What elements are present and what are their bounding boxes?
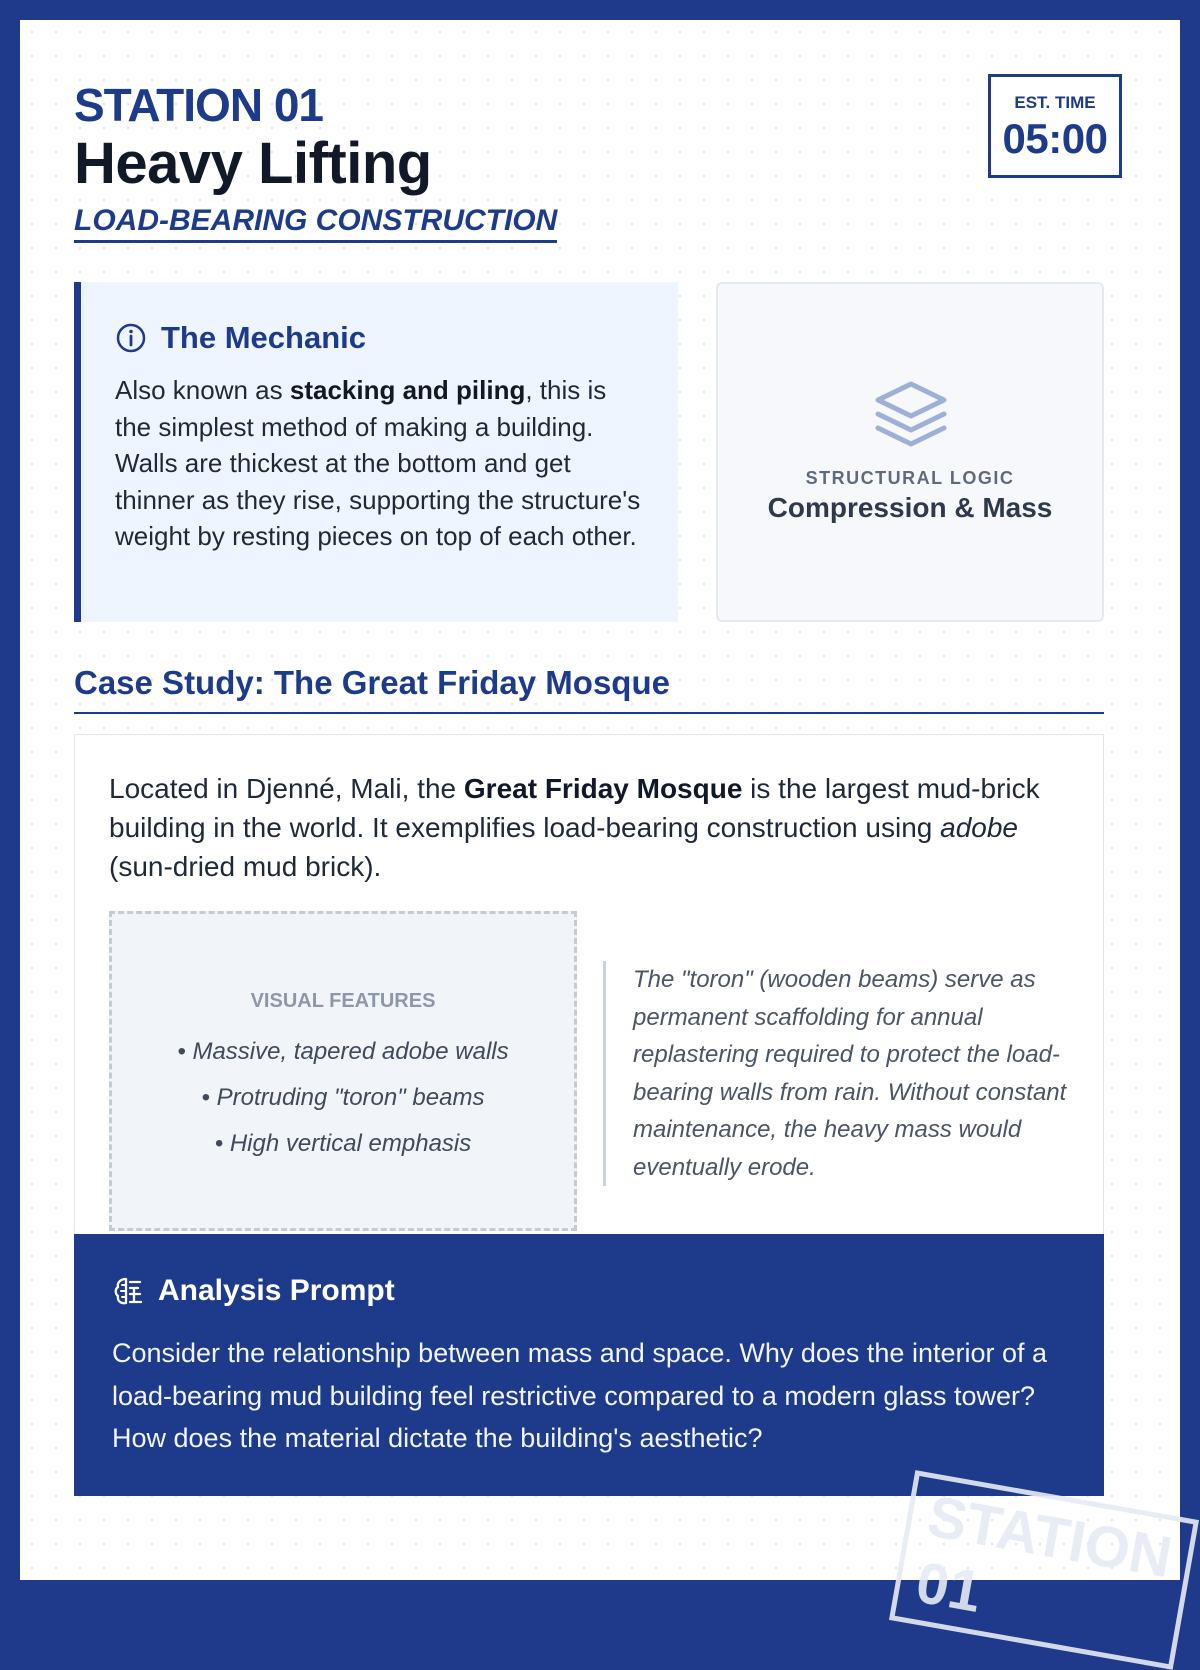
page-subtitle: LOAD-BEARING CONSTRUCTION — [74, 204, 557, 243]
list-item: • Protruding "toron" beams — [201, 1084, 485, 1111]
intro-text-italic: adobe — [940, 812, 1019, 843]
mechanic-heading-row — [115, 320, 366, 356]
mechanic-text-emphasis: stacking and piling — [289, 375, 526, 405]
station-number: STATION 01 — [74, 79, 323, 131]
visual-features-list — [112, 1029, 574, 1167]
structural-logic-value: Compression & Mass — [767, 492, 1053, 523]
analysis-prompt-heading: Analysis Prompt — [158, 1274, 395, 1307]
est-time-label: EST. TIME — [1014, 93, 1096, 112]
mechanic-text-start: Also known as — [115, 375, 290, 405]
mechanic-text-end: , this is the simplest method of making a building. Walls are thickest at the bottom and get thinner as they rise, supporting the structure's weight by resting pieces on top of each other. — [115, 375, 641, 551]
info-circle-icon — [115, 322, 147, 354]
mechanic-panel — [74, 282, 678, 622]
station-card — [20, 20, 1180, 1625]
structural-logic-label: STRUCTURAL LOGIC — [805, 468, 1015, 488]
list-item: • Massive, tapered adobe walls — [177, 1038, 509, 1065]
visual-features-box — [109, 911, 577, 1231]
station-watermark: STATION 01 — [889, 1470, 1199, 1670]
analysis-prompt-heading-row — [112, 1274, 395, 1308]
analysis-prompt-text: Consider the relationship between mass and space. Why does the interior of a load-bearing mud building feel restrictive compared to a modern glass tower? How does the material dictate the building's aesthetic? — [112, 1338, 1048, 1453]
intro-text-emphasis: Great Friday Mosque — [463, 773, 743, 804]
est-time-box — [988, 74, 1122, 178]
toron-note: The "toron" (wooden beams) serve as permanent scaffolding for annual replastering required to protect the load-bearing walls from rain. Without constant maintenance, the heavy mass would eventually erode. — [603, 961, 1113, 1186]
case-study-title: Case Study: The Great Friday Mosque — [74, 664, 1104, 714]
intro-text-middle: is the largest mud-brick building in the world. It exemplifies load-bearing construction using — [109, 773, 1040, 843]
analysis-prompt-panel — [74, 1234, 1104, 1496]
intro-text-end: (sun-dried mud brick). — [109, 851, 382, 882]
page-title: Heavy Lifting — [74, 131, 432, 196]
structural-logic-panel — [716, 282, 1104, 622]
case-study-intro — [109, 769, 1049, 886]
mechanic-heading: The Mechanic — [161, 320, 366, 355]
mechanic-description — [115, 372, 645, 555]
layers-icon — [872, 376, 950, 454]
brain-icon — [112, 1274, 146, 1308]
est-time-value: 05:00 — [1002, 115, 1108, 162]
case-study-box — [74, 734, 1104, 1254]
intro-text-start: Located in Djenné, Mali, the — [109, 773, 464, 804]
list-item: • High vertical emphasis — [214, 1130, 472, 1157]
visual-features-label: VISUAL FEATURES — [250, 990, 436, 1012]
